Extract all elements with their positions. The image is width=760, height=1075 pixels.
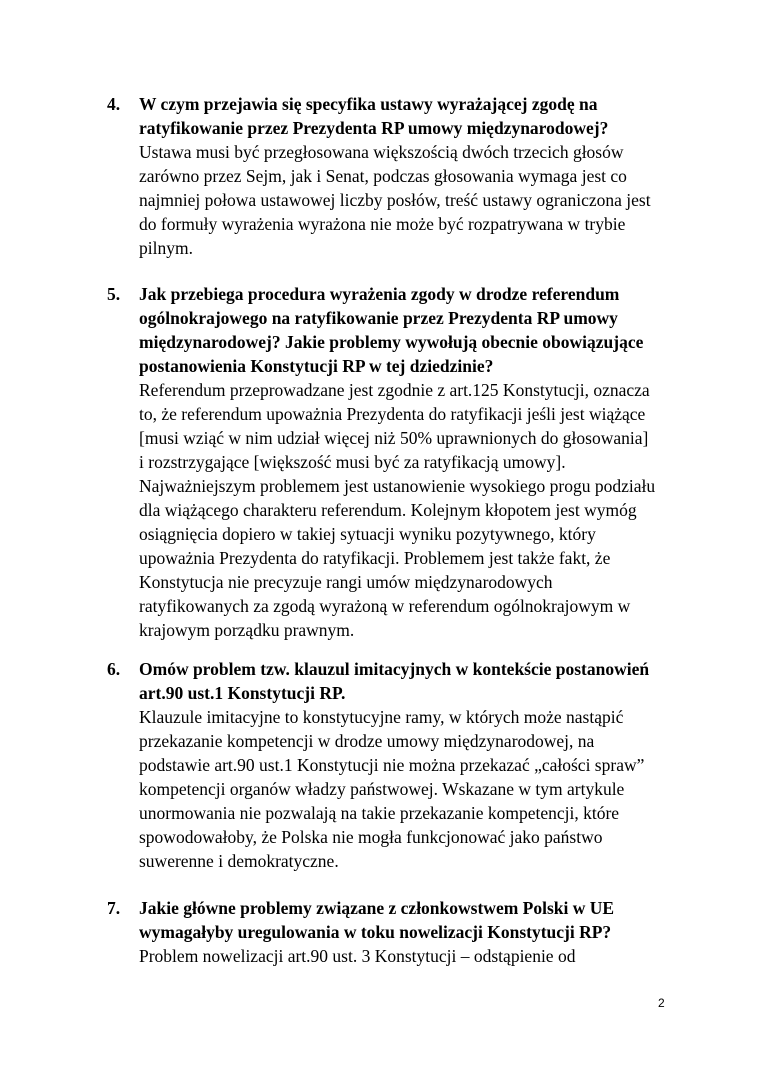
answer-line: krajowym porządku prawnym.	[139, 620, 355, 640]
question-text	[139, 896, 667, 944]
answer-line: i rozstrzygające [większość musi być za ratyfikacją umowy].	[139, 452, 566, 472]
page-number: 2	[658, 996, 665, 1010]
answer-text	[139, 944, 667, 968]
item-number: 7.	[107, 898, 121, 918]
answer-line: Klauzule imitacyjne to konstytucyjne ramy, w których może nastąpić	[139, 707, 624, 727]
answer-line: ratyfikowanych za zgodą wyrażoną w referendum ogólnokrajowym w	[139, 596, 631, 616]
question-line: postanowienia Konstytucji RP w tej dziedzinie?	[139, 356, 494, 376]
qa-item-4	[107, 92, 667, 260]
question-line: międzynarodowej? Jakie problemy wywołują obecnie obowiązujące	[139, 332, 644, 352]
question-text	[139, 657, 667, 705]
answer-line: upoważnia Prezydenta do ratyfikacji. Problemem jest także fakt, że	[139, 548, 611, 568]
question-line: ratyfikowanie przez Prezydenta RP umowy międzynarodowej?	[139, 118, 609, 138]
answer-line: suwerenne i demokratyczne.	[139, 851, 339, 871]
answer-line: Konstytucja nie precyzuje rangi umów międzynarodowych	[139, 572, 553, 592]
answer-line: to, że referendum upoważnia Prezydenta do ratyfikacji jeśli jest wiążące	[139, 404, 646, 424]
answer-line: kompetencji organów władzy państwowej. Wskazane w tym artykule	[139, 779, 625, 799]
answer-line: najmniej połowa ustawowej liczby posłów, treść ustawy ograniczona jest	[139, 190, 651, 210]
item-number: 4.	[107, 94, 121, 114]
answer-line: zarówno przez Sejm, jak i Senat, podczas głosowania wymaga jest co	[139, 166, 627, 186]
question-text	[139, 92, 667, 140]
qa-item-6	[107, 657, 667, 873]
answer-line: przekazanie kompetencji w drodze umowy międzynarodowej, na	[139, 731, 595, 751]
question-line: wymagałyby uregulowania w toku nowelizacji Konstytucji RP?	[139, 922, 612, 942]
answer-line: Ustawa musi być przegłosowana większością dwóch trzecich głosów	[139, 142, 624, 162]
question-text	[139, 282, 667, 378]
answer-text	[139, 140, 667, 260]
answer-line: dla wiążącego charakteru referendum. Kolejnym kłopotem jest wymóg	[139, 500, 637, 520]
qa-item-7	[107, 896, 667, 968]
answer-line: podstawie art.90 ust.1 Konstytucji nie można przekazać „całości spraw”	[139, 755, 645, 775]
question-line: Jak przebiega procedura wyrażenia zgody w drodze referendum	[139, 284, 620, 304]
answer-text	[139, 378, 667, 642]
answer-line: do formuły wyrażenia wyrażona nie może być rozpatrywana w trybie	[139, 214, 626, 234]
answer-line: pilnym.	[139, 238, 193, 258]
answer-line: Problem nowelizacji art.90 ust. 3 Konstytucji – odstąpienie od	[139, 946, 576, 966]
question-line: W czym przejawia się specyfika ustawy wyrażającej zgodę na	[139, 94, 598, 114]
answer-line: Najważniejszym problemem jest ustanowienie wysokiego progu podziału	[139, 476, 656, 496]
item-number: 6.	[107, 659, 121, 679]
answer-line: spowodowałoby, że Polska nie mogła funkcjonować jako państwo	[139, 827, 603, 847]
question-line: Omów problem tzw. klauzul imitacyjnych w kontekście postanowień	[139, 659, 650, 679]
question-line: Jakie główne problemy związane z członkowstwem Polski w UE	[139, 898, 615, 918]
question-line: art.90 ust.1 Konstytucji RP.	[139, 683, 346, 703]
question-line: ogólnokrajowego na ratyfikowanie przez Prezydenta RP umowy	[139, 308, 618, 328]
qa-item-5	[107, 282, 667, 642]
answer-text	[139, 705, 667, 873]
item-number: 5.	[107, 284, 121, 304]
answer-line: osiągnięcia dopiero w takiej sytuacji wyniku pozytywnego, który	[139, 524, 596, 544]
answer-line: Referendum przeprowadzane jest zgodnie z art.125 Konstytucji, oznacza	[139, 380, 650, 400]
answer-line: unormowania nie pozwalają na takie przekazanie kompetencji, które	[139, 803, 620, 823]
answer-line: [musi wziąć w nim udział więcej niż 50% uprawnionych do głosowania]	[139, 428, 649, 448]
